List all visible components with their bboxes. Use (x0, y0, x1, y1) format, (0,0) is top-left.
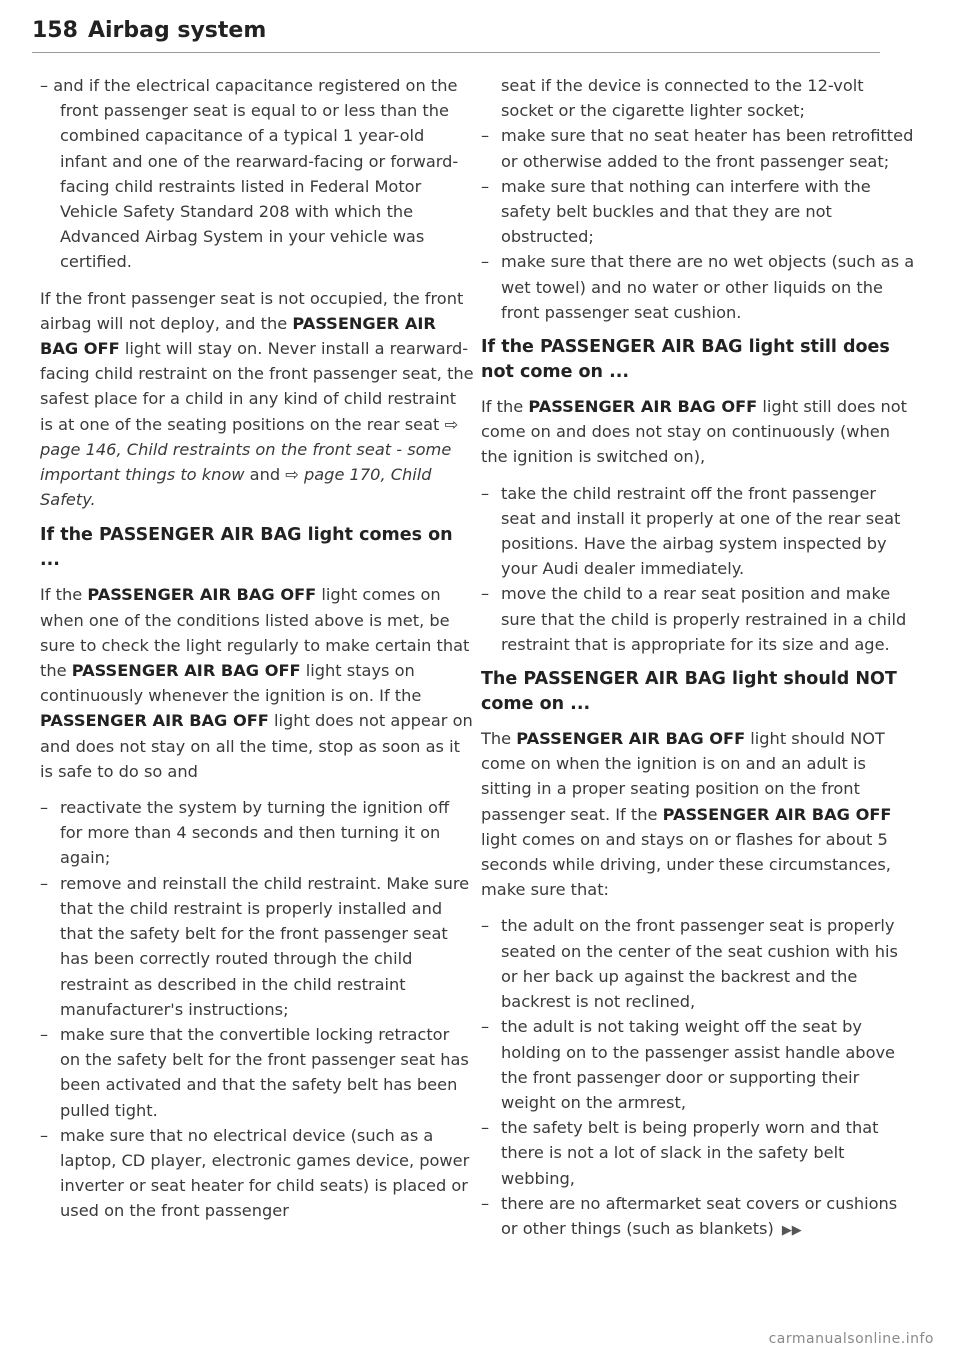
list-item: – the adult on the front passenger seat is properly seated on the center of the seat cushion with his or her back up against the backrest and the backrest is not reclined, (481, 913, 915, 1014)
paragraph-light-still-not-on: If the PASSENGER AIR BAG OFF light still does not come on and does not stay on continuously (when the ignition is switched on), (481, 397, 908, 467)
list-item: – move the child to a rear seat position and make sure that the child is properly restrained in a child restraint that is appropriate for its size and age. (481, 581, 915, 657)
list-item: – make sure that the convertible locking retractor on the safety belt for the front passenger seat has been activated and that the safety belt has been pulled tight. (40, 1022, 474, 1123)
paragraph-light-should-not-come-on: The PASSENGER AIR BAG OFF light should NOT come on when the ignition is on and an adult is sitting in a proper seating position on the front passenger seat. If the PASSENGER AIR BAG OFF light comes on and stays on or flashes for about 5 seconds while driving, under these circumstances, make sure that: (481, 729, 892, 900)
heading-light-still-not-on: If the PASSENGER AIR BAG light still does not come on ... (481, 337, 890, 383)
left-bullet-intro: – and if the electrical capacitance registered on the front passenger seat is equal to or less than the combined capacitance of a typical 1 year-old infant and one of the rearward-facing or forward-facing child restraints listed in Federal Motor Vehicle Safety Standard 208 with which the Advanced Airbag System in your vehicle was certified. (40, 76, 459, 272)
continued-text: seat if the device is connected to the 12-volt socket or the cigarette lighter socket; (501, 76, 864, 121)
list-item: – take the child restraint off the front passenger seat and install it properly at one of the rear seat positions. Have the airbag system inspected by your Audi dealer immediately. (481, 481, 915, 582)
list-item: – the safety belt is being properly worn and that there is not a lot of slack in the safety belt webbing, (481, 1115, 915, 1191)
heading-light-comes-on: If the PASSENGER AIR BAG light comes on ... (40, 525, 453, 571)
paragraph-unoccupied-seat: If the front passenger seat is not occupied, the front airbag will not deploy, and the PASSENGER AIR BAG OFF light will stay on. Never install a rearward-facing child restraint on the front passenger seat, the safest place for a child in any kind of child restraint is at one of the seating positions on the rear seat ⇨ page 146, Child restraints on the front seat - some important things to know and ⇨ page 170, Child Safety. (40, 288, 474, 510)
page-number: 158 (32, 18, 78, 43)
paragraph-light-comes-on: If the PASSENGER AIR BAG OFF light comes on when one of the conditions listed above is met, be sure to check the light regularly to make certain that the PASSENGER AIR BAG OFF light stays on continuously whenever the ignition is on. If the PASSENGER AIR BAG OFF light does not appear on and does not stay on all the time, stop as soon as it is safe to do so and (40, 585, 473, 781)
watermark: carmanualsonline.info (768, 1331, 934, 1347)
list-item: – make sure that there are no wet objects (such as a wet towel) and no water or other liquids on the front passenger seat cushion. (481, 249, 915, 325)
list-item: – make sure that no seat heater has been retrofitted or otherwise added to the front passenger seat; (481, 123, 915, 173)
list-item: – remove and reinstall the child restraint. Make sure that the child restraint is properly installed and that the safety belt for the front passenger seat has been correctly routed through the child restraint as described in the child restraint manufacturer's instructions; (40, 871, 474, 1022)
continue-arrow-icon: ▶▶ (781, 1222, 802, 1238)
heading-light-should-not-come-on: The PASSENGER AIR BAG light should NOT come on ... (481, 669, 897, 715)
list-item: – the adult is not taking weight off the seat by holding on to the passenger assist handle above the front passenger door or supporting their weight on the armrest, (481, 1014, 915, 1115)
list-item-last: – there are no aftermarket seat covers or cushions or other things (such as blankets) ▶▶ (481, 1191, 915, 1243)
left-column (40, 73, 474, 1224)
list-item: – make sure that no electrical device (such as a laptop, CD player, electronic games device, power inverter or seat heater for child seats) is placed or used on the front passenger (40, 1123, 474, 1224)
right-column (481, 73, 915, 1243)
list-item: – reactivate the system by turning the ignition off for more than 4 seconds and then turning it on again; (40, 795, 474, 871)
list-item: – make sure that nothing can interfere with the safety belt buckles and that they are not obstructed; (481, 174, 915, 250)
cross-ref-page-170[interactable]: ⇨ page 170, Child Safety. (40, 465, 432, 510)
cross-ref-page-146[interactable]: ⇨ page 146, Child restraints on the front seat - some important things to know (40, 414, 459, 485)
page-header (32, 18, 880, 53)
section-title: Airbag system (87, 18, 267, 43)
